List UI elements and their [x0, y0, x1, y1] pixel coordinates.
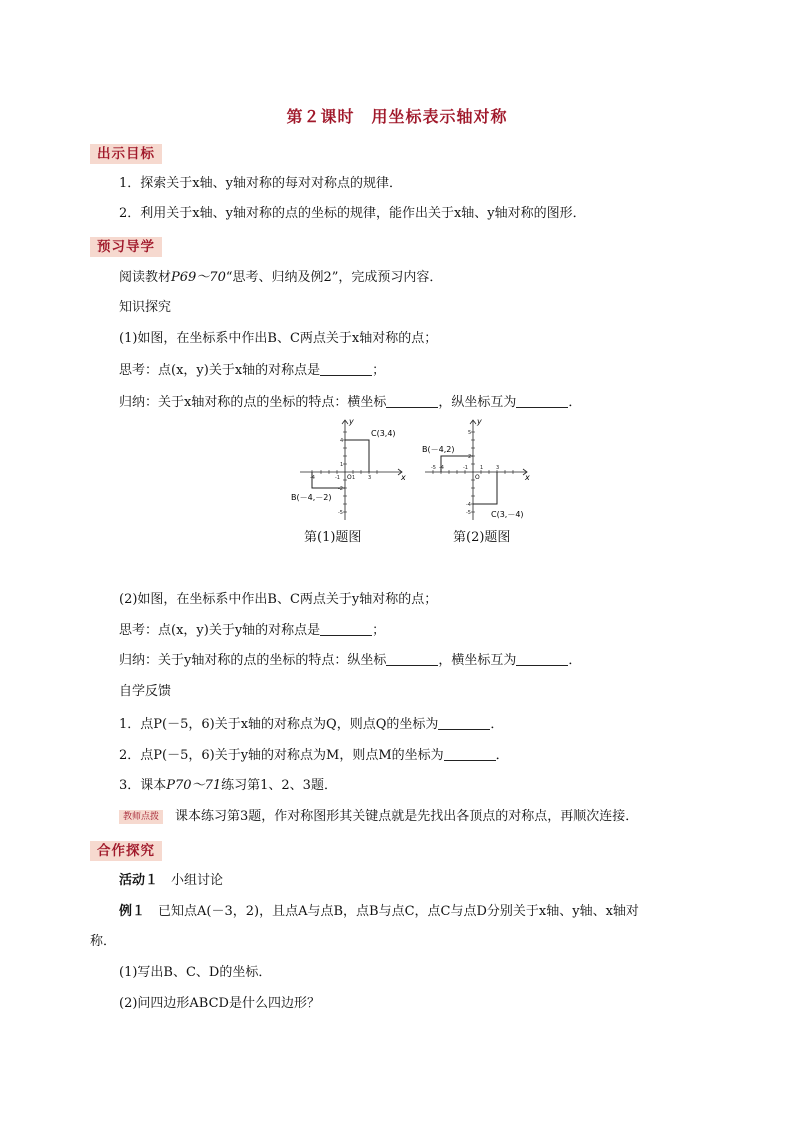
- x-axis-label: x: [401, 473, 406, 482]
- teacher-tip-badge: 教师点拨: [119, 810, 163, 824]
- svg-text:1: 1: [340, 462, 344, 468]
- svg-text:-2: -2: [338, 486, 343, 492]
- goal-item: 1．探索关于x轴、y轴对称的每对对称点的规律．: [119, 176, 402, 191]
- svg-text:3: 3: [496, 465, 500, 471]
- example-1-sub-1: (1)写出B、C、D的坐标．: [119, 965, 272, 980]
- feedback-heading: 自学反馈: [119, 684, 172, 699]
- figure-2-coordinate-plane: [421, 416, 533, 522]
- answer-blank: [320, 621, 372, 636]
- svg-text:1: 1: [352, 475, 356, 481]
- svg-text:5: 5: [468, 430, 472, 436]
- answer-blank: [386, 651, 438, 666]
- point-b-label: B(－4,2): [422, 445, 455, 454]
- answer-blank: [516, 393, 568, 408]
- question-2-summary: 归纳：关于y轴对称的点的坐标的特点：纵坐标 ，横坐标互为 ．: [119, 653, 582, 668]
- page-title: 第２课时 用坐标表示轴对称: [286, 107, 508, 126]
- question-1-summary: 归纳：关于x轴对称的点的坐标的特点：横坐标 ，纵坐标互为 ．: [119, 395, 582, 410]
- svg-text:4: 4: [340, 438, 344, 444]
- answer-blank: [320, 361, 372, 376]
- activity-heading: 活动１ 小组讨论: [119, 873, 224, 888]
- svg-text:-1: -1: [463, 465, 468, 471]
- svg-text:2: 2: [468, 454, 472, 460]
- section-badge-preview: 预习导学: [90, 237, 162, 257]
- answer-blank: [386, 393, 438, 408]
- example-1-sub-2: (2)问四边形ABCD是什么四边形？: [119, 996, 320, 1011]
- svg-text:1: 1: [480, 465, 484, 471]
- feedback-item: 1．点P(－5，6)关于x轴的对称点为Q，则点Q的坐标为 ．: [119, 717, 504, 732]
- figure-1-caption: 第(1)题图: [304, 530, 362, 545]
- y-axis-label: y: [349, 417, 354, 426]
- svg-text:3: 3: [368, 475, 372, 481]
- figure-2-caption: 第(2)题图: [453, 530, 511, 545]
- origin-label: O: [347, 474, 352, 481]
- svg-text:-4: -4: [439, 465, 444, 471]
- svg-text:-4: -4: [310, 475, 315, 481]
- answer-blank: [438, 715, 490, 730]
- section-badge-goals: 出示目标: [90, 144, 162, 164]
- feedback-item: 2．点P(－5，6)关于y轴的对称点为M，则点M的坐标为 ．: [119, 748, 509, 763]
- question-1-think: 思考：点(x，y)关于x轴的对称点是 ；: [119, 363, 386, 378]
- svg-text:-5: -5: [431, 465, 436, 471]
- svg-text:-1: -1: [335, 475, 340, 481]
- svg-text:-5: -5: [338, 510, 343, 516]
- point-c-label: C(3,－4): [491, 510, 524, 519]
- teacher-tip: 教师点拨 课本练习第3题，作对称图形其关键点就是先找出各顶点的对称点，再顺次连接．: [119, 807, 638, 827]
- answer-blank: [516, 651, 568, 666]
- point-b-label: B(－4,－2): [291, 493, 332, 502]
- origin-label: O: [475, 474, 480, 481]
- example-1: 例１ 已知点A(－3，2)，且点A与点B，点B与点C，点C与点D分别关于x轴、y轴、x轴对: [119, 904, 639, 919]
- svg-text:-5: -5: [466, 510, 471, 516]
- reading-instruction: 阅读教材P69～70“思考、归纳及例2”，完成预习内容．: [119, 270, 443, 285]
- question-1: (1)如图，在坐标系中作出B、C两点关于x轴对称的点；: [119, 331, 438, 346]
- feedback-item: 3．课本P70～71练习第1、2、3题．: [119, 778, 337, 793]
- point-c-label: C(3,4): [371, 429, 396, 438]
- figure-1-coordinate-plane: [291, 416, 410, 522]
- question-2-think: 思考：点(x，y)关于y轴的对称点是 ；: [119, 623, 386, 638]
- y-axis-label: y: [477, 417, 482, 426]
- answer-blank: [444, 746, 496, 761]
- svg-text:-4: -4: [466, 502, 471, 508]
- section-badge-coop: 合作探究: [90, 841, 162, 861]
- question-2: (2)如图，在坐标系中作出B、C两点关于y轴对称的点；: [119, 592, 438, 607]
- goal-item: 2．利用关于x轴、y轴对称的点的坐标的规律，能作出关于x轴、y轴对称的图形．: [119, 206, 586, 221]
- example-1-continued: 称．: [90, 934, 117, 949]
- knowledge-heading: 知识探究: [119, 300, 172, 315]
- x-axis-label: x: [525, 473, 530, 482]
